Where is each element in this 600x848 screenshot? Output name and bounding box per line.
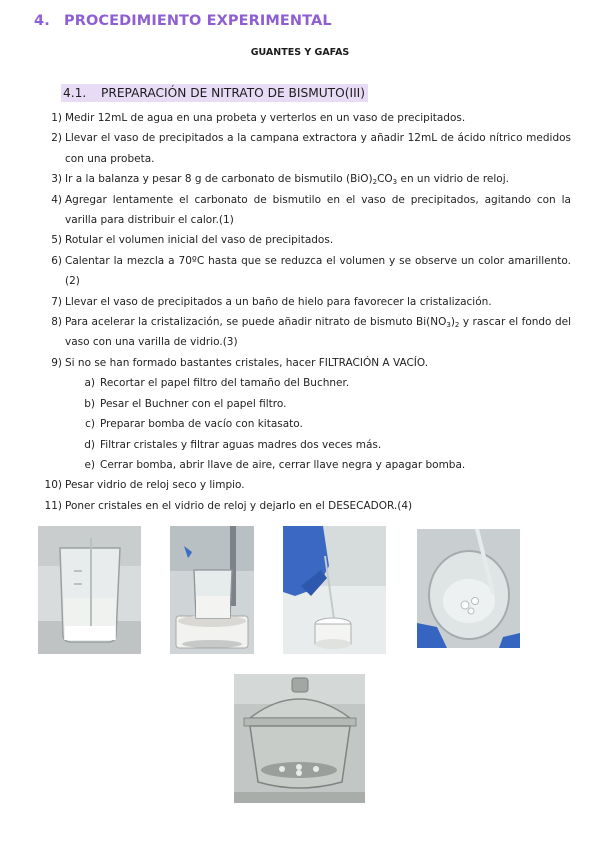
- step-item: [22, 190, 571, 231]
- step-item: [22, 251, 571, 292]
- step-text: [65, 312, 571, 353]
- photo-ice-bath: [283, 526, 386, 654]
- formula-text: CO: [377, 173, 393, 186]
- photo-desiccator: [234, 674, 365, 803]
- step-text: [65, 169, 571, 189]
- substep-text: Preparar bomba de vacío con kitasato.: [100, 418, 303, 431]
- subscript: 3: [392, 178, 398, 187]
- step-number: 3): [51, 173, 62, 186]
- substep-text: Filtrar cristales y filtrar aguas madres dos veces más.: [100, 438, 382, 451]
- section-title-text: PROCEDIMIENTO EXPERIMENTAL: [64, 13, 332, 29]
- step-text: Llevar el vaso de precipitados a la campana extractora y añadir 12mL de ácido nítrico medidos con una probeta.: [65, 132, 571, 165]
- substep-text: Cerrar bomba, abrir llave de aire, cerrar llave negra y apagar bomba.: [100, 458, 466, 471]
- step-item: [22, 312, 571, 353]
- step-text: Llevar el vaso de precipitados a un baño de hielo para favorecer la cristalización.: [65, 295, 492, 308]
- step-text: Pesar vidrio de reloj seco y limpio.: [65, 479, 245, 492]
- step-number: 11): [44, 499, 62, 512]
- step-item: [22, 128, 571, 169]
- step-number: 8): [51, 316, 62, 329]
- photo-heating-plate: [170, 526, 254, 654]
- step-number: 6): [51, 254, 62, 267]
- step-text: Calentar la mezcla a 70ºC hasta que se reduzca el volumen y se observe un color amarillento.(2): [65, 254, 571, 288]
- substep-letter: a): [84, 377, 95, 390]
- substep-letter: c): [85, 418, 95, 431]
- substep-item: [81, 414, 571, 434]
- step-text: Rotular el volumen inicial del vaso de precipitados.: [65, 234, 334, 247]
- subsection-number: 4.1.: [63, 86, 87, 100]
- step-text: Si no se han formado bastantes cristales, hacer FILTRACIÓN A VACÍO.: [65, 356, 429, 369]
- substep-item: [81, 394, 571, 414]
- formula-text: ): [450, 316, 455, 329]
- formula-text: y rascar el fondo del vaso con una varilla de vidrio.(3): [65, 316, 571, 349]
- procedure-steps: [22, 108, 571, 516]
- substep-letter: e): [84, 458, 95, 471]
- substep-text: Pesar el Buchner con el papel filtro.: [100, 397, 287, 410]
- step-item: [22, 169, 571, 189]
- step-item: [22, 230, 571, 250]
- substep-item: [81, 373, 571, 393]
- substep-item: [81, 435, 571, 455]
- step-text: Poner cristales en el vidrio de reloj y dejarlo en el DESECADOR.(4): [65, 499, 413, 512]
- substep-item: [81, 455, 571, 475]
- subscript: 3: [446, 321, 451, 330]
- step-item: [22, 496, 571, 516]
- section-heading: [34, 13, 332, 29]
- formula-text: Ir a la balanza y pesar 8 g de carbonato de bismutilo (BiO): [65, 173, 373, 186]
- step-text: Agregar lentamente el carbonato de bismutilo en el vaso de precipitados, agitando con la varilla para distribuir el calor.(1): [65, 193, 571, 227]
- formula-text: en un vidrio de reloj.: [397, 173, 509, 186]
- formula-text: Para acelerar la cristalización, se puede añadir nitrato de bismuto Bi(NO: [65, 316, 447, 329]
- filtration-substeps: [81, 373, 571, 475]
- step-number: 9): [51, 356, 62, 369]
- photo-beaker-mixture: [38, 526, 141, 654]
- photo-crystals-watch-glass: [417, 529, 520, 648]
- substep-letter: b): [84, 397, 95, 410]
- substep-letter: d): [84, 438, 95, 451]
- step-number: 7): [51, 295, 62, 308]
- subscript: 2: [454, 321, 460, 330]
- subsection-title-text: PREPARACIÓN DE NITRATO DE BISMUTO(III): [101, 86, 366, 100]
- section-number: 4.: [34, 13, 50, 29]
- step-text: Medir 12mL de agua en una probeta y verterlos en un vaso de precipitados.: [65, 112, 466, 124]
- step-number: 5): [51, 234, 62, 247]
- step-number: 2): [51, 132, 62, 145]
- step-number: 1): [51, 112, 62, 124]
- step-item: [22, 108, 571, 128]
- substep-text: Recortar el papel filtro del tamaño del Buchner.: [100, 377, 350, 390]
- step-number: 10): [44, 479, 62, 492]
- step-item: [22, 292, 571, 312]
- step-item: [22, 353, 571, 373]
- safety-note: GUANTES Y GAFAS: [250, 47, 350, 58]
- step-number: 4): [51, 193, 62, 206]
- subscript: 2: [372, 178, 378, 187]
- subsection-heading: [61, 84, 368, 102]
- step-item: [22, 475, 571, 495]
